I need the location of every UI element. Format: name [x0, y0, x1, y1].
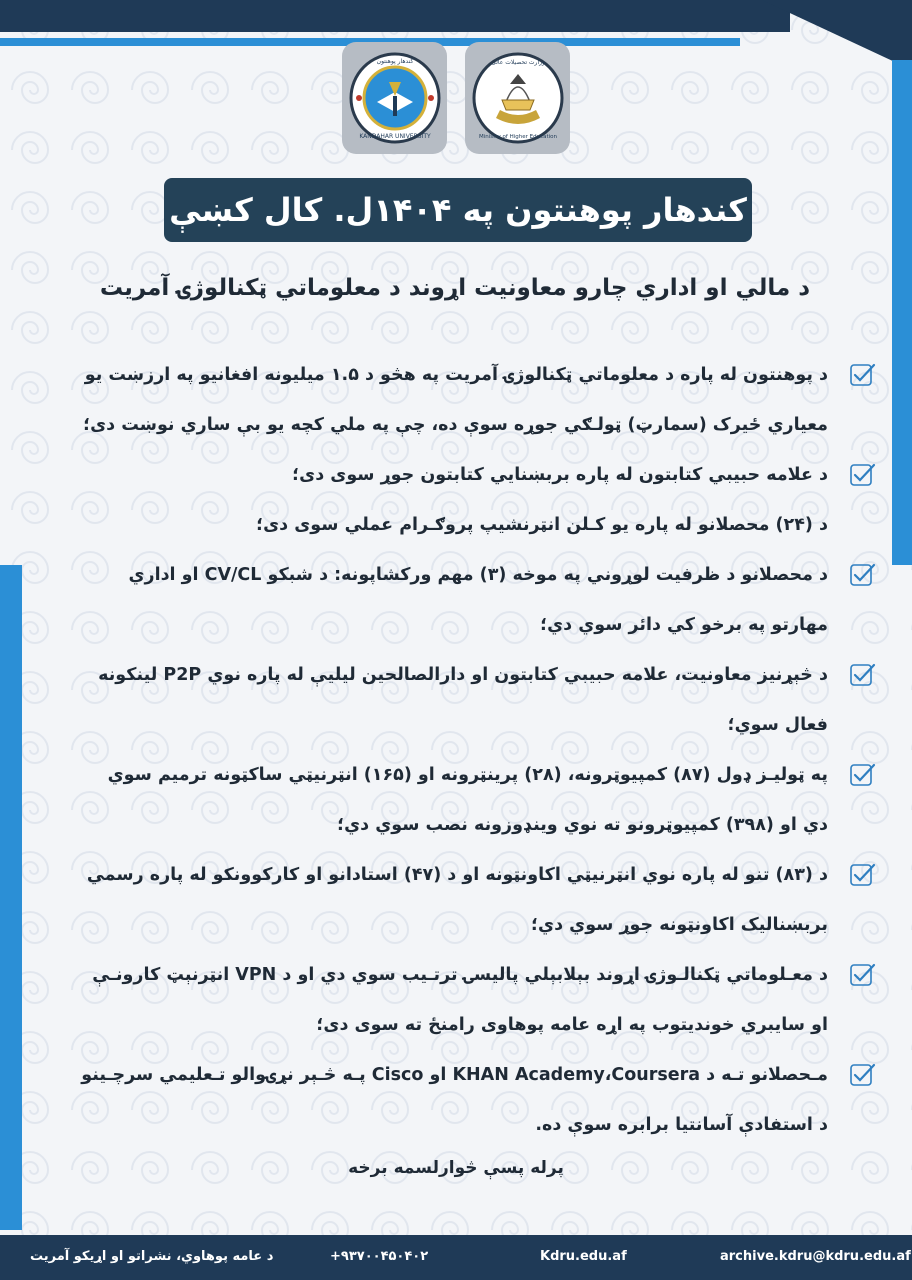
- list-item: [80, 450, 880, 500]
- list-item: [80, 750, 880, 850]
- left-accent-strip: [0, 565, 22, 1230]
- list-item-text: د محصلانو د ظرفيت لوړوني په موخه (۳) مهم ورکشاپونه: د شبکو CV/CL او اداري مهارتو په برخو کي دائر سوي دي؛: [128, 565, 828, 635]
- list-item-text: د معـلوماتي ټکنالـوژۍ اړوند بېلابېلي پاليسۍ ترتـيب سوي دي او د VPN انټرنېټ کارونـې او سايبري خونديتوب په اړه عامه پوهاوی رامنځ ته سوی دی؛: [92, 965, 828, 1035]
- list-item-text: د (۲۴) محصلانو له پاره يو کـلن انټرنشيپ پروګـرام عملي سوی دی؛: [256, 515, 828, 535]
- list-item: [80, 950, 880, 1050]
- footer-phone[interactable]: +۹۳۷۰۰۴۵۰۴۰۲: [330, 1249, 429, 1264]
- check-icon: [850, 962, 876, 988]
- list-item-text: په ټوليـز ډول (۸۷) کمپيوټرونه، (۲۸) پرينټرونه او (۱۶۵) انټرنيټي ساکټونه ترميم سوي دي او (۳۹۸) کمپيوټرونو ته نوي وينډوزونه نصب سوي دي؛: [107, 765, 828, 835]
- check-icon: [850, 462, 876, 488]
- right-accent-strip: [892, 60, 912, 565]
- closing-note: پرله پسې څوارلسمه برخه: [348, 1158, 564, 1178]
- footer-website[interactable]: Kdru.edu.af: [540, 1249, 627, 1264]
- svg-text:Ministry of Higher Education: Ministry of Higher Education: [478, 134, 557, 140]
- list-item-text: د علامه حبيبي کتابتون له پاره بربښنايي کتابتون جوړ سوی دی؛: [292, 465, 828, 485]
- list-item: [80, 550, 880, 650]
- title-banner: [164, 178, 752, 242]
- check-icon: [850, 562, 876, 588]
- check-icon: [850, 1062, 876, 1088]
- footer-office-name: د عامه پوهاوي، نشراتو او اړيکو آمريت: [30, 1249, 274, 1264]
- list-item: [80, 500, 880, 550]
- check-icon: [850, 662, 876, 688]
- top-corner-decoration: [762, 0, 912, 70]
- svg-text:کندهار پوهنتون: کندهار پوهنتون: [376, 58, 413, 65]
- list-item-text: د څېړنيز معاونيت، علامه حبيبي کتابتون او دارالصالحين ليليې له پاره نوي P2P لينکونه فعال سوي؛: [98, 665, 828, 735]
- list-item-text: د (۸۳) تنو له پاره نوي انټرنيټي اکاونټونه او د (۴۷) استادانو او کارکوونکو له پاره رسمي بربښناليک اکاونټونه جوړ سوي دي؛: [86, 865, 828, 935]
- kandahar-university-logo: [342, 42, 447, 154]
- list-item: [80, 1050, 880, 1150]
- list-item-text: مـحصلانو تـه د KHAN Academy،Coursera او Cisco پـه څـېر نړۍوالو تـعليمي سرچـينو د استفادې آسانتيا برابره سوې ده.: [81, 1065, 828, 1135]
- check-icon: [850, 362, 876, 388]
- footer-email[interactable]: archive.kdru@kdru.edu.af: [720, 1249, 911, 1264]
- svg-text:KANDAHAR UNIVERSITY: KANDAHAR UNIVERSITY: [358, 133, 431, 140]
- list-item: [80, 350, 880, 450]
- check-icon: [850, 862, 876, 888]
- list-item: [80, 850, 880, 950]
- list-item: [80, 650, 880, 750]
- page-title: کندهار پوهنتون په ۱۴۰۴ل. کال کښې: [169, 191, 747, 229]
- ministry-of-higher-education-logo: [465, 42, 570, 154]
- footer: [0, 1235, 912, 1280]
- achievements-list: [80, 350, 880, 1150]
- list-item-text: د پوهنتون له پاره د معلوماتي ټکنالوژۍ آمريت په هڅو د ۱.۵ ميليونه افغانيو په ارزښت يو معياري ځيرک (سمارټ) ټولـګي جوړه سوې ده، چې په ملي کچه يو بې ساري نوښت دی؛: [83, 365, 828, 435]
- svg-text:وزارت تحصیلات عالی: وزارت تحصیلات عالی: [490, 59, 545, 66]
- check-icon: [850, 762, 876, 788]
- page-subtitle: د مالي او اداري چارو معاونيت اړوند د معلوماتي ټکنالوژۍ آمريت: [99, 275, 811, 301]
- top-bar: [0, 0, 790, 32]
